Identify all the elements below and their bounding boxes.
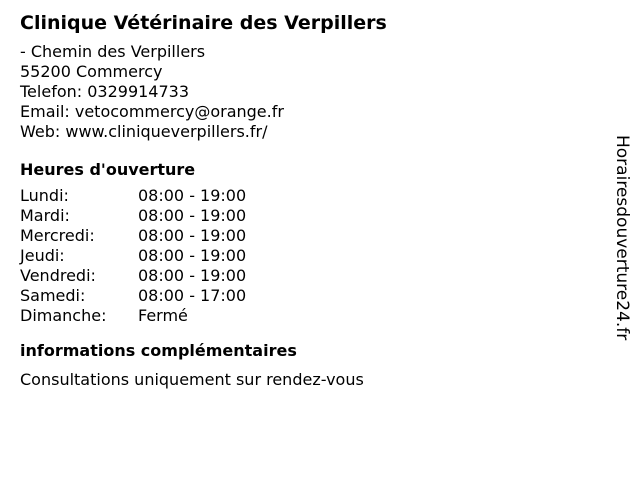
website-address: Web: www.cliniqueverpillers.fr/ [20, 122, 268, 141]
info-text: Consultations uniquement sur rendez-vous [20, 370, 364, 389]
day-label: Jeudi: [20, 246, 65, 265]
hours-row-jeudi [20, 246, 590, 266]
day-label: Vendredi: [20, 266, 96, 285]
hours-row-vendredi [20, 266, 590, 286]
hours-row-mercredi [20, 226, 590, 246]
time-range: 08:00 - 17:00 [138, 286, 247, 305]
email-address: Email: vetocommercy@orange.fr [20, 102, 284, 121]
brand-watermark: Horairesdouverture24.fr [612, 135, 632, 341]
day-label: Mercredi: [20, 226, 95, 245]
phone-number: Telefon: 0329914733 [20, 82, 190, 101]
time-range: 08:00 - 19:00 [138, 226, 247, 245]
day-label: Lundi: [20, 186, 69, 205]
time-range: 08:00 - 19:00 [138, 206, 247, 225]
hours-row-samedi [20, 286, 590, 306]
time-range: 08:00 - 19:00 [138, 266, 247, 285]
hours-row-lundi [20, 186, 590, 206]
day-label: Samedi: [20, 286, 86, 305]
day-label: Dimanche: [20, 306, 107, 325]
time-range: Fermé [138, 306, 188, 325]
hours-row-dimanche [20, 306, 590, 326]
hours-heading: Heures d'ouverture [20, 160, 196, 179]
street-address: - Chemin des Verpillers [20, 42, 206, 61]
time-range: 08:00 - 19:00 [138, 246, 247, 265]
business-name: Clinique Vétérinaire des Verpillers [20, 12, 387, 34]
city-postcode: 55200 Commercy [20, 62, 163, 81]
info-heading: informations complémentaires [20, 341, 297, 360]
listing-card [20, 10, 590, 390]
hours-table [20, 186, 590, 326]
address-block [20, 42, 590, 142]
hours-row-mardi [20, 206, 590, 226]
day-label: Mardi: [20, 206, 70, 225]
time-range: 08:00 - 19:00 [138, 186, 247, 205]
